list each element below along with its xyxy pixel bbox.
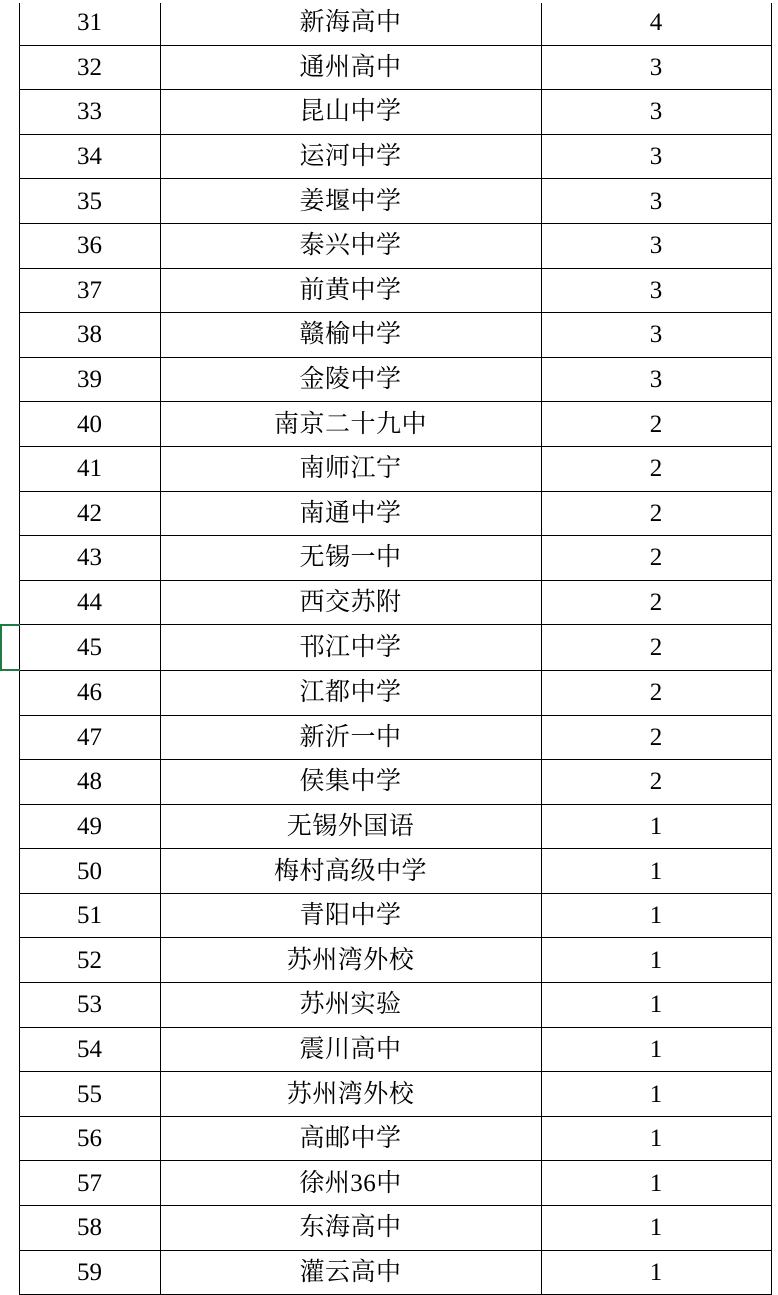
- table-row[interactable]: [1, 938, 778, 983]
- cell-rank[interactable]: 41: [19, 446, 160, 491]
- row-gutter-left: [1, 983, 19, 1028]
- row-gutter-left: [1, 179, 19, 224]
- row-gutter-right: [771, 402, 778, 447]
- row-gutter-left: [1, 313, 19, 358]
- cell-school[interactable]: 苏州湾外校: [160, 938, 541, 983]
- cell-count[interactable]: 3: [541, 45, 771, 90]
- cell-school[interactable]: 新沂一中: [160, 715, 541, 760]
- cell-school[interactable]: 南师江宁: [160, 446, 541, 491]
- table-row[interactable]: [1, 45, 778, 90]
- cell-count[interactable]: 2: [541, 760, 771, 805]
- cell-count[interactable]: 2: [541, 536, 771, 581]
- row-gutter-right: [771, 1161, 778, 1206]
- row-gutter-right: [771, 357, 778, 402]
- table-row[interactable]: [1, 357, 778, 402]
- row-gutter-right: [771, 625, 778, 671]
- cell-count[interactable]: 2: [541, 670, 771, 715]
- cell-rank[interactable]: 44: [19, 580, 160, 625]
- cell-count[interactable]: 3: [541, 357, 771, 402]
- cell-rank[interactable]: 46: [19, 670, 160, 715]
- row-gutter-right: [771, 983, 778, 1028]
- row-gutter-right: [771, 849, 778, 894]
- cell-count[interactable]: 1: [541, 1072, 771, 1117]
- cell-rank[interactable]: 51: [19, 893, 160, 938]
- cell-rank[interactable]: 48: [19, 760, 160, 805]
- cell-school[interactable]: 无锡一中: [160, 536, 541, 581]
- table-row[interactable]: [1, 580, 778, 625]
- cell-school[interactable]: 震川高中: [160, 1027, 541, 1072]
- row-gutter-left: [1, 760, 19, 805]
- table-row[interactable]: [1, 491, 778, 536]
- cell-rank[interactable]: 32: [19, 45, 160, 90]
- row-gutter-left: [1, 938, 19, 983]
- table-row[interactable]: [1, 760, 778, 805]
- row-gutter-right: [771, 715, 778, 760]
- cell-rank[interactable]: 45: [19, 625, 160, 671]
- row-gutter-left: [1, 893, 19, 938]
- cell-count[interactable]: 1: [541, 1116, 771, 1161]
- table-row[interactable]: [1, 1206, 778, 1251]
- row-gutter-left: [1, 715, 19, 760]
- row-gutter-right: [771, 223, 778, 268]
- cell-school[interactable]: 西交苏附: [160, 580, 541, 625]
- table-row[interactable]: [1, 134, 778, 179]
- row-gutter-right: [771, 446, 778, 491]
- table-row[interactable]: [1, 402, 778, 447]
- cell-count[interactable]: 3: [541, 313, 771, 358]
- cell-rank[interactable]: 58: [19, 1206, 160, 1251]
- cell-count[interactable]: 2: [541, 402, 771, 447]
- cell-count[interactable]: 3: [541, 179, 771, 224]
- table-row[interactable]: [1, 804, 778, 849]
- row-gutter-right: [771, 1250, 778, 1295]
- cell-count[interactable]: 2: [541, 491, 771, 536]
- cell-school[interactable]: 前黄中学: [160, 268, 541, 313]
- cell-school[interactable]: 梅村高级中学: [160, 849, 541, 894]
- row-gutter-left: [1, 580, 19, 625]
- cell-rank[interactable]: 54: [19, 1027, 160, 1072]
- row-gutter-right: [771, 804, 778, 849]
- table-row[interactable]: [1, 625, 778, 671]
- row-gutter-right: [771, 1206, 778, 1251]
- row-gutter-left: [1, 402, 19, 447]
- table-row[interactable]: [1, 715, 778, 760]
- row-gutter-right: [771, 670, 778, 715]
- row-gutter-left: [1, 1072, 19, 1117]
- cell-school[interactable]: 苏州实验: [160, 983, 541, 1028]
- cell-school[interactable]: 泰兴中学: [160, 223, 541, 268]
- cell-count[interactable]: 1: [541, 1027, 771, 1072]
- row-gutter-left: [1, 134, 19, 179]
- table-row[interactable]: [1, 893, 778, 938]
- cell-rank[interactable]: 40: [19, 402, 160, 447]
- row-gutter-left: [1, 357, 19, 402]
- table-row[interactable]: [1, 313, 778, 358]
- row-gutter-left: [1, 1206, 19, 1251]
- cell-school[interactable]: 邗江中学: [160, 625, 541, 671]
- table-body: [1, 1, 778, 1295]
- row-gutter-left: [1, 804, 19, 849]
- table-row[interactable]: [1, 1161, 778, 1206]
- cell-count[interactable]: 3: [541, 268, 771, 313]
- cell-school[interactable]: 青阳中学: [160, 893, 541, 938]
- row-gutter-left: [1, 670, 19, 715]
- row-gutter-right: [771, 90, 778, 135]
- cell-count[interactable]: 1: [541, 849, 771, 894]
- row-gutter-right: [771, 893, 778, 938]
- cell-count[interactable]: 1: [541, 1206, 771, 1251]
- table-row[interactable]: [1, 1116, 778, 1161]
- cell-count[interactable]: 3: [541, 223, 771, 268]
- table-row[interactable]: [1, 446, 778, 491]
- row-gutter-right: [771, 1116, 778, 1161]
- row-gutter-left: [1, 1250, 19, 1295]
- cell-count[interactable]: 1: [541, 893, 771, 938]
- cell-count[interactable]: 2: [541, 715, 771, 760]
- row-gutter-left: [1, 536, 19, 581]
- cell-school[interactable]: 姜堰中学: [160, 179, 541, 224]
- cell-school[interactable]: 灌云高中: [160, 1250, 541, 1295]
- cell-rank[interactable]: 50: [19, 849, 160, 894]
- cell-count[interactable]: 1: [541, 1161, 771, 1206]
- table-row[interactable]: [1, 223, 778, 268]
- row-gutter-right: [771, 179, 778, 224]
- cell-school[interactable]: 金陵中学: [160, 357, 541, 402]
- table-row[interactable]: [1, 1, 778, 46]
- cell-rank[interactable]: 52: [19, 938, 160, 983]
- cell-count[interactable]: 1: [541, 938, 771, 983]
- row-gutter-right: [771, 580, 778, 625]
- cell-rank[interactable]: 39: [19, 357, 160, 402]
- cell-rank[interactable]: 34: [19, 134, 160, 179]
- cell-count[interactable]: 1: [541, 804, 771, 849]
- row-gutter-right: [771, 1, 778, 46]
- cell-rank[interactable]: 59: [19, 1250, 160, 1295]
- cell-school[interactable]: 侯集中学: [160, 760, 541, 805]
- cell-school[interactable]: 东海高中: [160, 1206, 541, 1251]
- table-row[interactable]: [1, 983, 778, 1028]
- cell-rank[interactable]: 43: [19, 536, 160, 581]
- cell-school[interactable]: 运河中学: [160, 134, 541, 179]
- row-selection-marker: [1, 625, 19, 671]
- row-gutter-left: [1, 268, 19, 313]
- table-row[interactable]: [1, 179, 778, 224]
- cell-rank[interactable]: 42: [19, 491, 160, 536]
- cell-rank[interactable]: 53: [19, 983, 160, 1028]
- cell-rank[interactable]: 37: [19, 268, 160, 313]
- cell-rank[interactable]: 38: [19, 313, 160, 358]
- sheet-top-edge: [0, 0, 778, 3]
- cell-school[interactable]: 徐州36中: [160, 1161, 541, 1206]
- cell-rank[interactable]: 55: [19, 1072, 160, 1117]
- table-row[interactable]: [1, 536, 778, 581]
- row-gutter-left: [1, 1116, 19, 1161]
- cell-school[interactable]: 南京二十九中: [160, 402, 541, 447]
- cell-school[interactable]: 苏州湾外校: [160, 1072, 541, 1117]
- cell-rank[interactable]: 56: [19, 1116, 160, 1161]
- row-gutter-right: [771, 1072, 778, 1117]
- cell-rank[interactable]: 35: [19, 179, 160, 224]
- cell-rank[interactable]: 47: [19, 715, 160, 760]
- cell-rank[interactable]: 49: [19, 804, 160, 849]
- cell-count[interactable]: 3: [541, 90, 771, 135]
- table-row[interactable]: [1, 1027, 778, 1072]
- cell-rank[interactable]: 31: [19, 1, 160, 46]
- cell-count[interactable]: 2: [541, 625, 771, 671]
- cell-rank[interactable]: 33: [19, 90, 160, 135]
- row-gutter-left: [1, 1161, 19, 1206]
- cell-rank[interactable]: 57: [19, 1161, 160, 1206]
- table-row[interactable]: [1, 1250, 778, 1295]
- row-gutter-right: [771, 536, 778, 581]
- row-gutter-left: [1, 491, 19, 536]
- cell-school[interactable]: 高邮中学: [160, 1116, 541, 1161]
- row-gutter-left: [1, 90, 19, 135]
- cell-school[interactable]: 赣榆中学: [160, 313, 541, 358]
- cell-school[interactable]: 南通中学: [160, 491, 541, 536]
- row-gutter-left: [1, 1, 19, 46]
- row-gutter-right: [771, 134, 778, 179]
- row-gutter-right: [771, 1027, 778, 1072]
- cell-count[interactable]: 1: [541, 1250, 771, 1295]
- row-gutter-left: [1, 446, 19, 491]
- cell-school[interactable]: 昆山中学: [160, 90, 541, 135]
- cell-count[interactable]: 1: [541, 983, 771, 1028]
- row-gutter-left: [1, 45, 19, 90]
- table-row[interactable]: [1, 670, 778, 715]
- cell-count[interactable]: 3: [541, 134, 771, 179]
- table-row[interactable]: [1, 1072, 778, 1117]
- table-row[interactable]: [1, 268, 778, 313]
- cell-rank[interactable]: 36: [19, 223, 160, 268]
- row-gutter-right: [771, 313, 778, 358]
- row-gutter-left: [1, 1027, 19, 1072]
- cell-school[interactable]: 江都中学: [160, 670, 541, 715]
- table-row[interactable]: [1, 849, 778, 894]
- row-gutter-left: [1, 849, 19, 894]
- cell-count[interactable]: 2: [541, 580, 771, 625]
- cell-count[interactable]: 4: [541, 1, 771, 46]
- cell-school[interactable]: 通州高中: [160, 45, 541, 90]
- cell-school[interactable]: 无锡外国语: [160, 804, 541, 849]
- row-gutter-left: [1, 223, 19, 268]
- row-gutter-right: [771, 760, 778, 805]
- table-row[interactable]: [1, 90, 778, 135]
- cell-school[interactable]: 新海高中: [160, 1, 541, 46]
- row-gutter-right: [771, 938, 778, 983]
- row-gutter-right: [771, 268, 778, 313]
- row-gutter-right: [771, 491, 778, 536]
- row-gutter-right: [771, 45, 778, 90]
- cell-count[interactable]: 2: [541, 446, 771, 491]
